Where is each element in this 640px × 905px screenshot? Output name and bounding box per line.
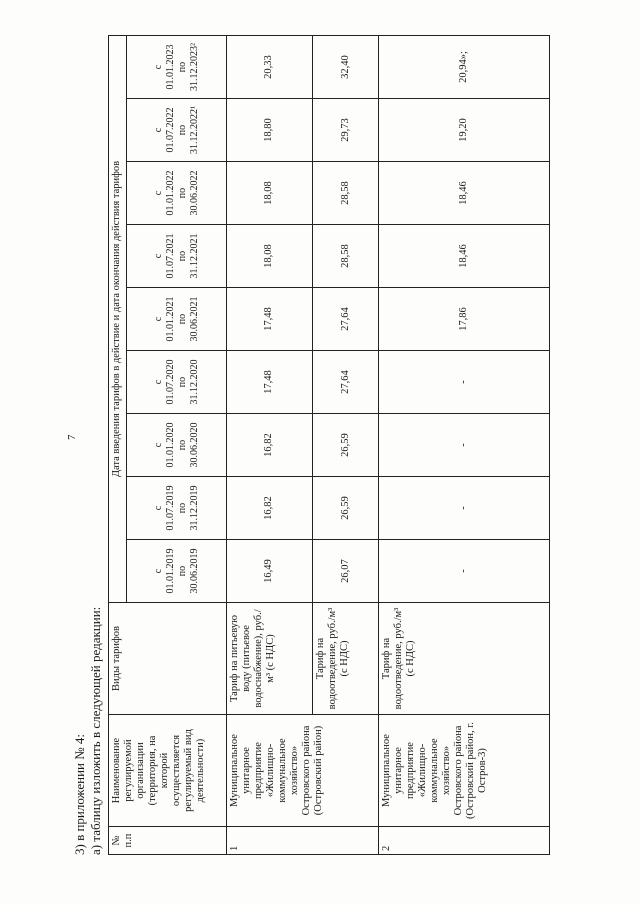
tariff-table <box>108 35 550 855</box>
tariff-value: 16,82 <box>227 414 313 477</box>
row-org: Муниципальное унитарное предприятие «Жилищно-коммунальное хозяйство» Островского района (Островский район, г. Остров-3) <box>379 715 550 827</box>
tariff-value: 19,20 <box>379 99 550 162</box>
tariff-value: 16,82 <box>227 477 313 540</box>
tariff-value: 17,48 <box>227 288 313 351</box>
page-number: 7 <box>66 434 78 440</box>
tariff-value: 20,94»; <box>379 36 550 99</box>
rotated-content <box>70 35 590 855</box>
period-from: с <box>152 64 164 70</box>
intro-text <box>72 607 104 855</box>
tariff-value: - <box>379 414 550 477</box>
row-org: Муниципальное унитарное предприятие «Жилищно-коммунальное хозяйство» Островского района (Островский район) <box>227 715 379 827</box>
header-date-group: Дата введения тарифов в действие и дата окончания действия тарифов <box>109 36 127 603</box>
period-d2: 31.12.2021 <box>188 233 200 279</box>
period-d2: 31.12.2020 <box>188 359 200 405</box>
period-d1: 01.01.2022 <box>164 170 176 216</box>
period-to: по <box>176 61 188 73</box>
tariff-value: 26,59 <box>312 414 379 477</box>
period-d1: 01.01.2019 <box>164 548 176 594</box>
tariff-value: 17,48 <box>227 351 313 414</box>
period-d2: 30.06.2021 <box>188 296 200 342</box>
tariff-value: 18,80 <box>227 99 313 162</box>
tariff-value: 18,46 <box>379 225 550 288</box>
tariff-value: 26,07 <box>312 540 379 603</box>
tariff-value: 32,40 <box>312 36 379 99</box>
tariff-value: 16,49 <box>227 540 313 603</box>
table-row <box>227 36 313 855</box>
period-d2: 31.12.2022¹ <box>188 106 200 154</box>
period-header <box>127 351 227 414</box>
period-to: по <box>176 124 188 136</box>
period-d2: 30.06.2019 <box>188 548 200 594</box>
table-row <box>379 36 550 855</box>
period-from: с <box>152 442 164 448</box>
period-d2: 31.12.2023² <box>188 43 200 91</box>
period-from: с <box>152 316 164 322</box>
period-to: по <box>176 313 188 325</box>
tariff-value: 29,73 <box>312 99 379 162</box>
period-header <box>127 225 227 288</box>
tariff-name: Тариф на водоотведение, руб./м³ (с НДС) <box>312 603 379 715</box>
row-num: 2 <box>379 827 550 855</box>
period-header <box>127 288 227 351</box>
period-d1: 01.07.2022 <box>164 107 176 153</box>
tariff-value: 28,58 <box>312 225 379 288</box>
tariff-value: 18,08 <box>227 225 313 288</box>
period-header <box>127 162 227 225</box>
intro-line-1: 3) в приложении № 4: <box>72 733 87 855</box>
tariff-value: 18,46 <box>379 162 550 225</box>
tariff-value: 17,86 <box>379 288 550 351</box>
period-to: по <box>176 565 188 577</box>
period-to: по <box>176 502 188 514</box>
period-header <box>127 540 227 603</box>
tariff-value: 20,33 <box>227 36 313 99</box>
period-d1: 01.07.2019 <box>164 485 176 531</box>
header-kinds: Виды тарифов <box>109 603 227 715</box>
tariff-value: - <box>379 540 550 603</box>
period-from: с <box>152 379 164 385</box>
tariff-name: Тариф на питьевую воду (питьевое водоснабжение), руб./м³ (с НДС) <box>227 603 313 715</box>
tariff-name: Тариф на водоотведение, руб./м³ (с НДС) <box>379 603 550 715</box>
period-header <box>127 477 227 540</box>
period-d2: 31.12.2019 <box>188 485 200 531</box>
period-d1: 01.07.2020 <box>164 359 176 405</box>
period-d2: 30.06.2022 <box>188 170 200 216</box>
period-d1: 01.07.2021 <box>164 233 176 279</box>
tariff-value: 28,58 <box>312 162 379 225</box>
tariff-value: 27,64 <box>312 288 379 351</box>
period-from: с <box>152 505 164 511</box>
period-header <box>127 99 227 162</box>
period-from: с <box>152 253 164 259</box>
period-to: по <box>176 187 188 199</box>
period-d1: 01.01.2020 <box>164 422 176 468</box>
period-d1: 01.01.2023 <box>164 44 176 90</box>
period-from: с <box>152 190 164 196</box>
tariff-value: - <box>379 351 550 414</box>
period-to: по <box>176 250 188 262</box>
period-to: по <box>176 376 188 388</box>
intro-line-2: а) таблицу изложить в следующей редакции: <box>88 606 103 855</box>
period-header <box>127 36 227 99</box>
period-to: по <box>176 439 188 451</box>
tariff-value: 26,59 <box>312 477 379 540</box>
period-d2: 30.06.2020 <box>188 422 200 468</box>
row-num: 1 <box>227 827 379 855</box>
period-from: с <box>152 127 164 133</box>
period-header <box>127 414 227 477</box>
tariff-value: 27,64 <box>312 351 379 414</box>
tariff-value: - <box>379 477 550 540</box>
tariff-value: 18,08 <box>227 162 313 225</box>
header-num: № п.п <box>109 827 227 855</box>
period-from: с <box>152 568 164 574</box>
header-org: Наименование регулируемой организации (территория, на которой осуществляется регулируемый вид деятельности) <box>109 715 227 827</box>
period-d1: 01.01.2021 <box>164 296 176 342</box>
